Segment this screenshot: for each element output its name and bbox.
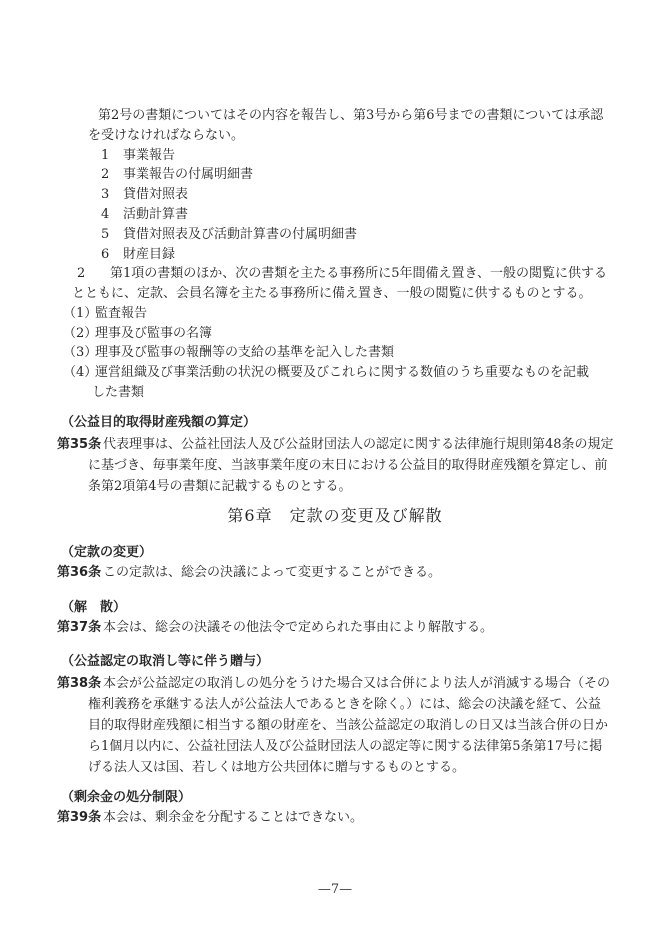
paragraph-number: 2 (77, 266, 86, 281)
article-number-label: 第35条 (57, 437, 102, 452)
document-line (0, 597, 670, 619)
item-number: 1 (101, 148, 110, 163)
text-line: げる法人又は国、若しくは地方公共団体に贈与するものとする。 (88, 760, 466, 775)
text-line: ら1個月以内に、公益社団法人及び公益財団法人の認定等に関する法律第5条第17号に掲 (88, 739, 603, 754)
document-line (0, 263, 670, 285)
item-number: 5 (101, 227, 110, 242)
section-heading: （定款の変更） (61, 545, 153, 560)
item-number: 2 (101, 167, 110, 182)
list-item: 活動計算書 (123, 207, 189, 222)
text-line: した書類 (92, 385, 145, 400)
list-item: 貸借対照表及び活動計算書の付属明細書 (123, 227, 358, 242)
text-line: 本会は、総会の決議その他法令で定められた事由により解散する。 (103, 620, 494, 635)
text-line: この定款は、総会の決議によって変更することができる。 (103, 565, 442, 580)
list-item: 運営組織及び事業活動の状況の概要及びこれらに関する数値のうち重要なものを記載 (95, 365, 590, 380)
document-line (0, 757, 670, 779)
document-line (0, 879, 670, 901)
document-line (0, 651, 670, 673)
document-line (0, 736, 670, 758)
item-number: （1） (63, 306, 98, 321)
document-line (0, 455, 670, 477)
article-number-label: 第39条 (57, 810, 102, 825)
list-item: 財産目録 (123, 247, 176, 262)
document-line (0, 542, 670, 564)
text-line: を受けなければならない。 (88, 128, 245, 143)
text-line: 第1項の書類のほか、次の書類を主たる事務所に5年間備え置き、一般の閲覧に供する (110, 266, 608, 281)
item-number: 4 (101, 207, 110, 222)
item-number: （2） (63, 326, 98, 341)
document-line (0, 694, 670, 716)
document-line (0, 434, 670, 456)
text-line: 権利義務を承継する法人が公益法人であるときを除く。）には、総会の決議を経て、公益 (88, 697, 601, 712)
list-item: 事業報告の付属明細書 (123, 167, 254, 182)
article-number-label: 第36条 (57, 565, 102, 580)
document-line (0, 412, 670, 434)
document-line (0, 224, 670, 246)
document-line (0, 125, 670, 147)
chapter-heading: 第6章 定款の変更及び解散 (227, 506, 443, 525)
text-line: 本会が公益認定の取消しの処分をうけた場合又は合併により法人が消滅する場合（その (103, 676, 611, 691)
document-line (0, 715, 670, 737)
document-line (0, 787, 670, 809)
text-line: 本会は、剰余金を分配することはできない。 (103, 810, 364, 825)
list-item: 理事及び監事の名簿 (95, 326, 213, 341)
document-line (0, 164, 670, 186)
document-line (0, 807, 670, 829)
list-item: 監査報告 (95, 306, 148, 321)
item-number: （3） (63, 345, 98, 360)
section-heading: （公益認定の取消し等に伴う贈与） (61, 654, 270, 669)
section-heading: （公益目的取得財産残額の算定） (61, 415, 257, 430)
section-heading: （剰余金の処分制限） (61, 790, 192, 805)
page-number: —7— (317, 882, 353, 897)
text-line: に基づき、毎事業年度、当該事業年度の末日における公益目的取得財産残額を算定し、前 (88, 458, 608, 473)
text-line: 第2号の書類についてはその内容を報告し、第3号から第6号までの書類については承認 (98, 108, 604, 123)
document-line (0, 562, 670, 584)
article-number-label: 第37条 (57, 620, 102, 635)
document-line (0, 476, 670, 498)
text-line: 目的取得財産残額に相当する額の財産を、当該公益認定の取消しの日又は当該合併の日か (88, 718, 609, 733)
item-number: 3 (101, 187, 110, 202)
document-line (0, 673, 670, 695)
text-line: とともに、定款、会員名簿を主たる事務所に備え置き、一般の閲覧に供するものとする。 (72, 286, 592, 301)
document-line (0, 204, 670, 226)
list-item: 理事及び監事の報酬等の支給の基準を記入した書類 (95, 345, 395, 360)
list-item: 貸借対照表 (123, 187, 189, 202)
document-line (0, 105, 670, 127)
item-number: （4） (63, 365, 98, 380)
document-line (0, 382, 670, 404)
document-line (0, 303, 670, 325)
document-line (0, 283, 670, 305)
text-line: 代表理事は、公益社団法人及び公益財団法人の認定に関する法律施行規則第48条の規定 (103, 437, 614, 452)
document-line (0, 342, 670, 364)
document-line (0, 617, 670, 639)
text-line: 条第2項第4号の書類に記載するものとする。 (88, 479, 352, 494)
section-heading: （解 散） (61, 600, 127, 615)
document-line (0, 184, 670, 206)
item-number: 6 (101, 247, 110, 262)
document-line (0, 503, 670, 529)
article-number-label: 第38条 (57, 676, 102, 691)
list-item: 事業報告 (123, 148, 176, 163)
document-line (0, 362, 670, 384)
